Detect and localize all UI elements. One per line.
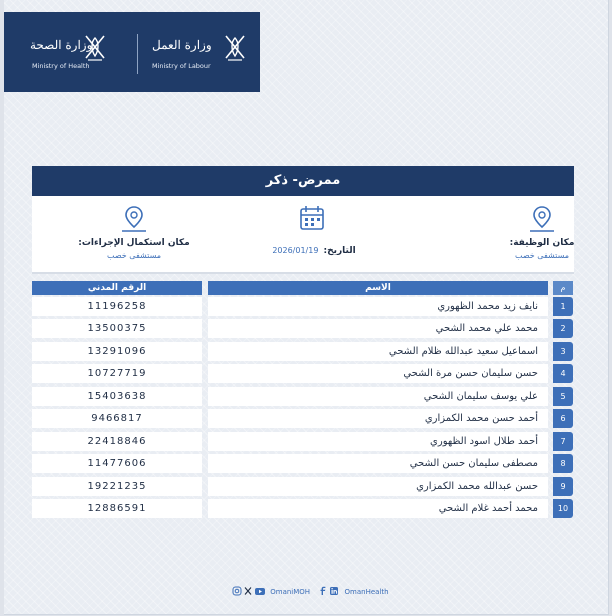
location-pin-icon xyxy=(117,204,151,234)
table-row xyxy=(32,319,574,340)
job-location-value: مستشفى خصب xyxy=(515,251,569,260)
job-info xyxy=(32,196,574,274)
table-header xyxy=(32,281,574,295)
location-pin-icon xyxy=(525,204,559,234)
table-row xyxy=(32,409,574,430)
table-row xyxy=(32,432,574,453)
date-label: التاريخ: xyxy=(323,246,356,256)
candidates-table xyxy=(32,281,574,520)
footer-handle-moh: OmaniMOH xyxy=(270,588,311,596)
job-location-label: مكان الوظيفة: xyxy=(509,238,575,248)
row-number-cell: 10 xyxy=(553,499,573,518)
civil-id-cell: 19221235 xyxy=(32,477,202,496)
row-number-cell: 9 xyxy=(553,477,573,496)
table-row xyxy=(32,477,574,498)
ministry-labour-arabic: وزارة العمل xyxy=(152,38,212,52)
header-divider xyxy=(137,34,138,74)
civil-id-cell: 15403638 xyxy=(32,387,202,406)
name-cell: أحمد حسن محمد الكمزاري xyxy=(208,409,548,428)
calendar-icon xyxy=(295,204,329,234)
name-cell: مصطفى سليمان حسن الشحي xyxy=(208,454,548,473)
table-row xyxy=(32,387,574,408)
row-number-cell: 4 xyxy=(553,364,573,383)
social-icons-right xyxy=(318,586,340,598)
row-number-cell: 1 xyxy=(553,297,573,316)
ministry-health-arabic: وزارة الصحة xyxy=(30,38,93,52)
job-card xyxy=(32,166,574,274)
procedures-location-value: مستشفى خصب xyxy=(107,251,161,260)
job-title: ممرض- ذكر xyxy=(32,166,574,196)
name-cell: أحمد طلال اسود الظهوري xyxy=(208,432,548,451)
row-number-cell: 2 xyxy=(553,319,573,338)
table-row xyxy=(32,499,574,520)
row-number-cell: 7 xyxy=(553,432,573,451)
date xyxy=(232,204,392,257)
ministries-header xyxy=(4,12,260,92)
column-header-number: م xyxy=(553,281,573,295)
name-cell: اسماعيل سعيد عبدالله ظلام الشحي xyxy=(208,342,548,361)
ministry-health-english: Ministry of Health xyxy=(32,62,90,70)
civil-id-cell: 11196258 xyxy=(32,297,202,316)
oman-emblem-icon xyxy=(220,32,250,64)
table-row xyxy=(32,342,574,363)
civil-id-cell: 22418846 xyxy=(32,432,202,451)
civil-id-cell: 12886591 xyxy=(32,499,202,518)
table-row xyxy=(32,297,574,318)
civil-id-cell: 13291096 xyxy=(32,342,202,361)
procedures-location-label: مكان استكمال الإجراءات: xyxy=(78,238,190,248)
job-location xyxy=(462,204,612,260)
civil-id-cell: 10727719 xyxy=(32,364,202,383)
ministry-labour-english: Ministry of Labour xyxy=(152,62,211,70)
ministry-of-labour-logo xyxy=(144,32,254,80)
facebook-linkedin-icons xyxy=(318,586,340,596)
date-value: 2026/01/19 xyxy=(272,246,319,255)
name-cell: حسن عبدالله محمد الكمزاري xyxy=(208,477,548,496)
row-number-cell: 5 xyxy=(553,387,573,406)
civil-id-cell: 11477606 xyxy=(32,454,202,473)
social-icons-left xyxy=(232,586,266,598)
column-header-civil-id: الرقم المدني xyxy=(32,281,202,295)
name-cell: نايف زيد محمد الظهوري xyxy=(208,297,548,316)
procedures-location xyxy=(54,204,214,260)
name-cell: محمد أحمد غلام الشحي xyxy=(208,499,548,518)
social-footer xyxy=(232,586,392,600)
instagram-x-youtube-icons xyxy=(232,586,266,596)
table-row xyxy=(32,364,574,385)
ministry-of-health-logo xyxy=(14,32,124,80)
table-row xyxy=(32,454,574,475)
column-header-name: الاسم xyxy=(208,281,548,295)
row-number-cell: 8 xyxy=(553,454,573,473)
name-cell: علي يوسف سليمان الشحي xyxy=(208,387,548,406)
row-number-cell: 3 xyxy=(553,342,573,361)
name-cell: محمد علي محمد الشحي xyxy=(208,319,548,338)
table-body xyxy=(32,297,574,521)
civil-id-cell: 13500375 xyxy=(32,319,202,338)
name-cell: حسن سليمان حسن مرة الشحي xyxy=(208,364,548,383)
row-number-cell: 6 xyxy=(553,409,573,428)
civil-id-cell: 9466817 xyxy=(32,409,202,428)
footer-handle-health: OmanHealth xyxy=(344,588,389,596)
